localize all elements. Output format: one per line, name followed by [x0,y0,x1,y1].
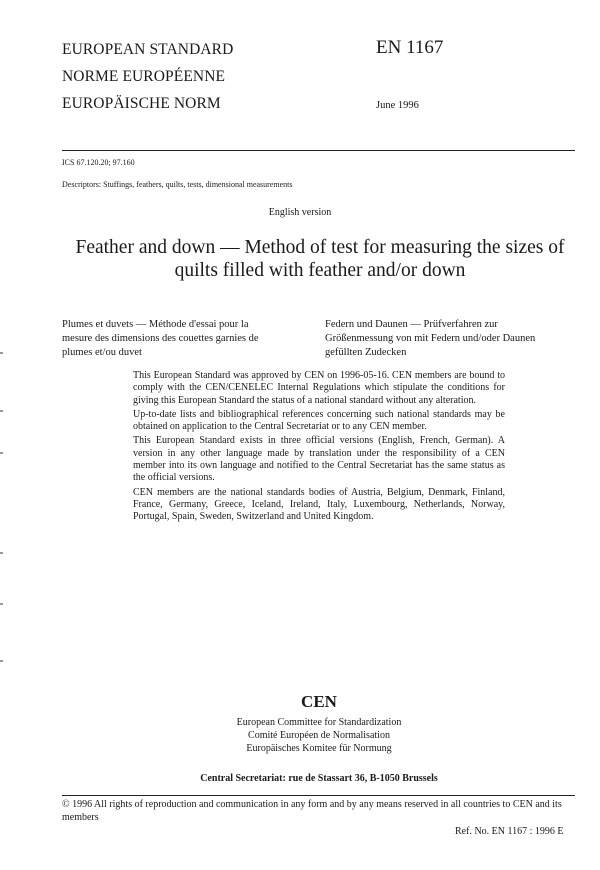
org-name-de: Europäisches Komitee für Normung [246,743,392,755]
german-title-line: Größenmessung von mit Federn und/oder Daunen [325,333,536,344]
document-title [40,236,600,282]
approval-text [133,370,505,526]
french-title [62,318,312,360]
scan-mark [0,552,3,554]
german-title [325,318,575,360]
paragraph-references: Up-to-date lists and bibliographical references concerning such national standards may be obtained on application to the Central Secretariat or to any CEN member. [133,408,505,433]
paragraph-members: CEN members are the national standards bodies of Austria, Belgium, Denmark, Finland, France, Germany, Greece, Iceland, Ireland, Italy, Luxembourg, Netherlands, Norway, Portugal, Spain, Sweden, Switzerland and United Kingdom. [133,486,505,523]
descriptors: Descriptors: Stuffings, feathers, quilts, tests, dimensional measurements [62,180,293,189]
org-name-fr: Comité Européen de Normalisation [248,730,390,742]
central-secretariat: Central Secretariat: rue de Stassart 36, B-1050 Brussels [200,773,438,784]
cen-organization-names [0,716,600,756]
scan-mark [0,660,3,662]
header-line-de: EUROPÄISCHE NORM [62,95,221,112]
title-line-1: Feather and down — Method of test for measuring the sizes of [75,237,565,258]
ics-code: ICS 67.120.20; 97.160 [62,158,135,167]
standard-number: EN 1167 [376,37,444,58]
publication-date: June 1996 [376,100,419,111]
title-line-2: quilts filled with feather and/or down [174,260,466,281]
cen-logo: CEN [301,692,337,711]
version-label: English version [268,207,332,218]
german-title-line: gefüllten Zudecken [325,347,407,358]
scan-mark [0,352,3,354]
scan-mark [0,410,3,412]
paragraph-approval: This European Standard was approved by CEN on 1996-05-16. CEN members are bound to comply with the CEN/CENELEC Internal Regulations which stipulate the conditions for giving this European Standard the status of a national standard without any alteration. [133,370,505,406]
german-title-line: Federn und Daunen — Prüfverfahren zur [325,319,498,330]
header-rule [62,150,575,151]
footer-rule [62,795,575,796]
scan-mark [0,452,3,454]
scan-mark [0,603,3,605]
org-name-en: European Committee for Standardization [236,717,402,728]
copyright-notice: © 1996 All rights of reproduction and communication in any form and by any means reserved in all countries to CEN and its members [62,799,562,823]
french-title-line: mesure des dimensions des couettes garnies de [62,333,259,344]
french-title-line: plumes et/ou duvet [62,347,142,358]
header-line-fr: NORME EUROPÉENNE [62,68,226,85]
reference-number: Ref. No. EN 1167 : 1996 E [455,826,564,837]
paragraph-versions: This European Standard exists in three official versions (English, French, German). A version in any other language made by translation under the responsibility of a CEN member into its own language and notified to the Central Secretariat has the same status as the official versions. [133,435,505,484]
header-line-en: EUROPEAN STANDARD [62,41,234,58]
french-title-line: Plumes et duvets — Méthode d'essai pour la [62,319,249,330]
